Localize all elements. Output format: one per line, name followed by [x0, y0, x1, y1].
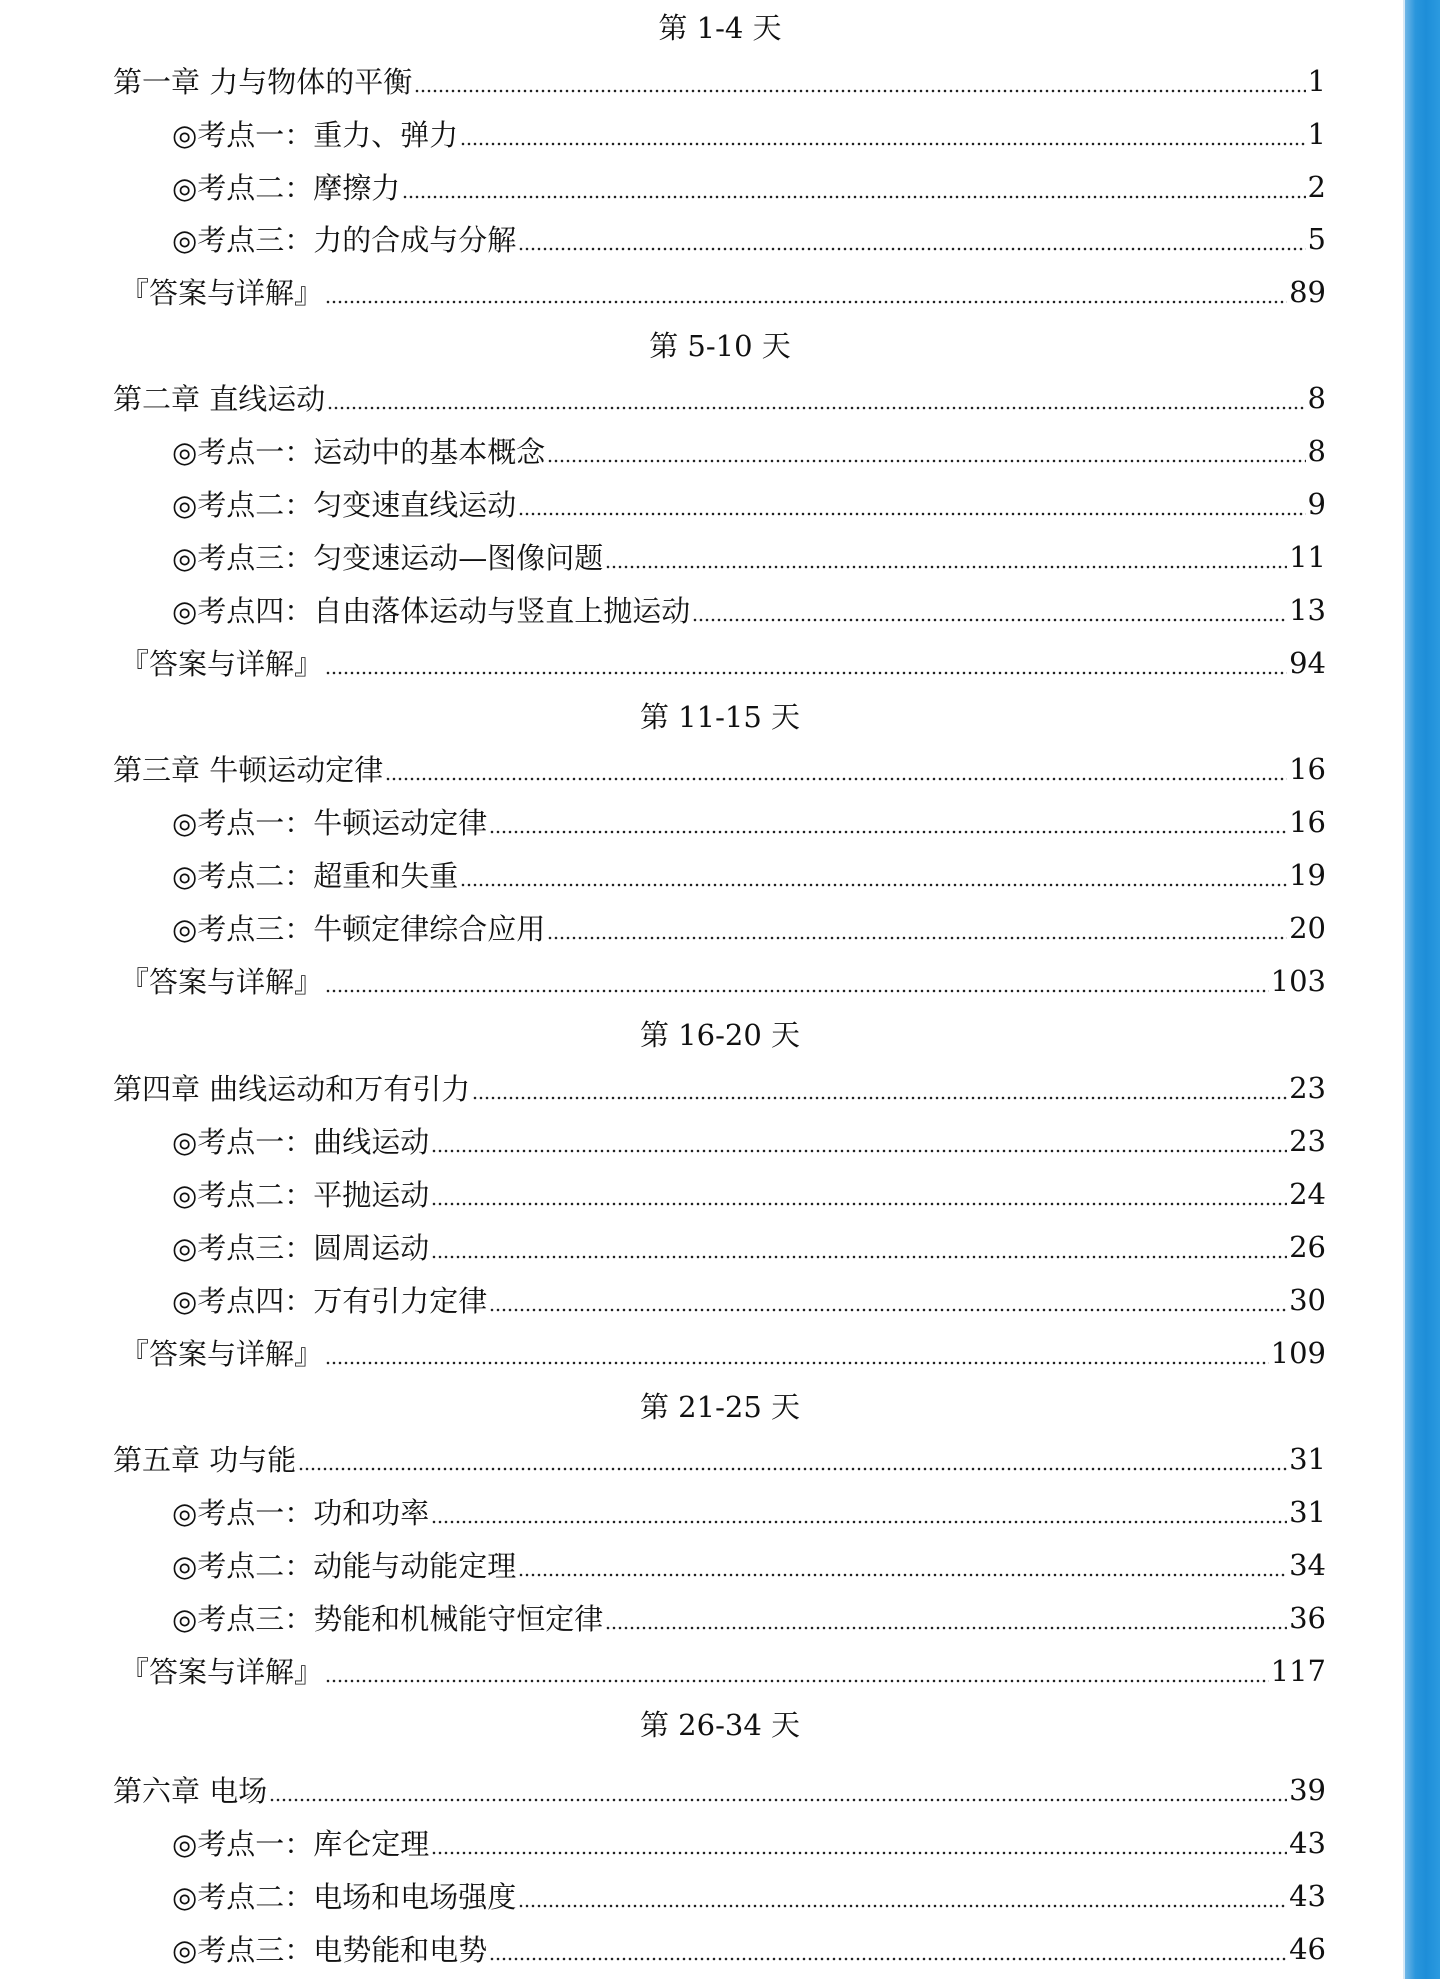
page-number: 23 [1289, 1070, 1326, 1105]
day-range-heading: 第 16-20 天 [639, 1018, 801, 1052]
page-number: 8 [1307, 433, 1326, 468]
page-number: 43 [1289, 1825, 1326, 1860]
dot-leader [431, 1220, 1287, 1273]
page-number: 1 [1307, 63, 1326, 98]
dot-leader [547, 901, 1287, 954]
dot-leader [325, 1326, 1269, 1379]
chapter-entry [113, 1763, 1326, 1816]
dot-leader [327, 371, 1305, 424]
answer-entry [120, 954, 1326, 1007]
entry-title: ◎考点二：匀变速直线运动 [172, 488, 517, 522]
dot-leader [431, 1485, 1287, 1538]
page-number: 8 [1307, 380, 1326, 415]
dot-leader [385, 742, 1287, 795]
topic-entry [172, 1816, 1326, 1869]
page-number: 11 [1289, 539, 1326, 574]
page-number: 24 [1289, 1176, 1326, 1211]
entry-title: 『答案与详解』 [120, 1655, 324, 1689]
entry-title: 『答案与详解』 [120, 965, 324, 999]
dot-leader [431, 1816, 1287, 1869]
day-range-heading: 第 11-15 天 [639, 700, 801, 734]
topic-entry [172, 530, 1326, 583]
topic-entry [172, 583, 1326, 636]
entry-title: ◎考点一：库仑定理 [172, 1827, 430, 1861]
entry-title: 第四章 曲线运动和万有引力 [113, 1072, 471, 1106]
entry-title: 第二章 直线运动 [113, 382, 326, 416]
day-range-heading: 第 5-10 天 [649, 329, 791, 363]
entry-title: ◎考点二：动能与动能定理 [172, 1549, 517, 1583]
entry-title: ◎考点二：电场和电场强度 [172, 1880, 517, 1914]
dot-leader [547, 424, 1305, 477]
topic-entry [172, 848, 1326, 901]
page-number: 36 [1289, 1600, 1326, 1635]
topic-entry [172, 1220, 1326, 1273]
chapter-entry [113, 1432, 1326, 1485]
topic-entry [172, 1869, 1326, 1922]
dot-leader [605, 530, 1287, 583]
page-number: 26 [1289, 1229, 1326, 1264]
dot-leader [325, 954, 1269, 1007]
dot-leader [460, 848, 1287, 901]
dot-leader [518, 1538, 1287, 1591]
entry-title: ◎考点三：牛顿定律综合应用 [172, 912, 546, 946]
dot-leader [431, 1167, 1287, 1220]
entry-title: ◎考点三：匀变速运动—图像问题 [172, 541, 604, 575]
entry-title: ◎考点二：超重和失重 [172, 859, 459, 893]
page-number: 5 [1307, 221, 1326, 256]
entry-title: 『答案与详解』 [120, 647, 324, 681]
entry-title: ◎考点四：自由落体运动与竖直上抛运动 [172, 594, 691, 628]
day-range-heading: 第 21-25 天 [639, 1390, 801, 1424]
page-number: 94 [1289, 645, 1326, 680]
topic-entry [172, 1922, 1326, 1975]
dot-leader [298, 1432, 1287, 1485]
dot-leader [518, 1869, 1287, 1922]
entry-title: ◎考点三：电势能和电势 [172, 1933, 488, 1967]
dot-leader [325, 1644, 1269, 1697]
topic-entry [172, 901, 1326, 954]
entry-title: ◎考点一：重力、弹力 [172, 118, 459, 152]
topic-entry [172, 1273, 1326, 1326]
page-number: 109 [1270, 1335, 1326, 1370]
chapter-entry [113, 742, 1326, 795]
answer-entry [120, 1326, 1326, 1379]
page-number: 13 [1289, 592, 1326, 627]
entry-title: ◎考点三：圆周运动 [172, 1231, 430, 1265]
dot-leader [472, 1061, 1287, 1114]
page-number: 1 [1307, 116, 1326, 151]
chapter-entry [113, 54, 1326, 107]
entry-title: ◎考点四：万有引力定律 [172, 1284, 488, 1318]
day-range-heading: 第 26-34 天 [639, 1708, 801, 1742]
entry-title: 第三章 牛顿运动定律 [113, 753, 384, 787]
dot-leader [692, 583, 1287, 636]
dot-leader [489, 1922, 1287, 1975]
page-number: 103 [1270, 963, 1326, 998]
entry-title: ◎考点一：功和功率 [172, 1496, 430, 1530]
entry-title: ◎考点一：曲线运动 [172, 1125, 430, 1159]
dot-leader [402, 160, 1305, 213]
dot-leader [414, 54, 1305, 107]
page-number: 20 [1289, 910, 1326, 945]
page-number: 117 [1270, 1653, 1326, 1688]
topic-entry [172, 107, 1326, 160]
topic-entry [172, 1591, 1326, 1644]
entry-title: 『答案与详解』 [120, 276, 324, 310]
answer-entry [120, 265, 1326, 318]
dot-leader [325, 265, 1287, 318]
dot-leader [489, 1273, 1287, 1326]
answer-entry [120, 1644, 1326, 1697]
topic-entry [172, 212, 1326, 265]
dot-leader [431, 1114, 1287, 1167]
dot-leader [269, 1763, 1287, 1816]
entry-title: ◎考点三：力的合成与分解 [172, 223, 517, 257]
topic-entry [172, 160, 1326, 213]
entry-title: ◎考点一：牛顿运动定律 [172, 806, 488, 840]
page-number: 16 [1289, 804, 1326, 839]
page-number: 31 [1289, 1494, 1326, 1529]
page-number: 34 [1289, 1547, 1326, 1582]
page-number: 16 [1289, 751, 1326, 786]
chapter-entry [113, 1061, 1326, 1114]
page-number: 31 [1289, 1441, 1326, 1476]
dot-leader [489, 795, 1287, 848]
page-number: 46 [1289, 1931, 1326, 1966]
dot-leader [325, 636, 1287, 689]
topic-entry [172, 1538, 1326, 1591]
entry-title: 第六章 电场 [113, 1774, 268, 1808]
page-number: 89 [1289, 274, 1326, 309]
topic-entry [172, 1167, 1326, 1220]
blue-edge-band [1405, 0, 1440, 1979]
answer-entry [120, 636, 1326, 689]
topic-entry [172, 795, 1326, 848]
page-number: 43 [1289, 1878, 1326, 1913]
page-number: 9 [1307, 486, 1326, 521]
page-number: 23 [1289, 1123, 1326, 1158]
topic-entry [172, 477, 1326, 530]
dot-leader [460, 107, 1305, 160]
chapter-entry [113, 371, 1326, 424]
topic-entry [172, 1485, 1326, 1538]
dot-leader [518, 212, 1305, 265]
page-number: 2 [1307, 169, 1326, 204]
entry-title: ◎考点二：平抛运动 [172, 1178, 430, 1212]
day-range-heading: 第 1-4 天 [658, 11, 782, 45]
entry-title: 第一章 力与物体的平衡 [113, 65, 413, 99]
entry-title: 『答案与详解』 [120, 1337, 324, 1371]
page-number: 30 [1289, 1282, 1326, 1317]
dot-leader [518, 477, 1305, 530]
page-number: 39 [1289, 1772, 1326, 1807]
topic-entry [172, 424, 1326, 477]
page-number: 19 [1289, 857, 1326, 892]
topic-entry [172, 1114, 1326, 1167]
entry-title: ◎考点二：摩擦力 [172, 171, 401, 205]
entry-title: ◎考点三：势能和机械能守恒定律 [172, 1602, 604, 1636]
entry-title: 第五章 功与能 [113, 1443, 297, 1477]
dot-leader [605, 1591, 1287, 1644]
entry-title: ◎考点一：运动中的基本概念 [172, 435, 546, 469]
